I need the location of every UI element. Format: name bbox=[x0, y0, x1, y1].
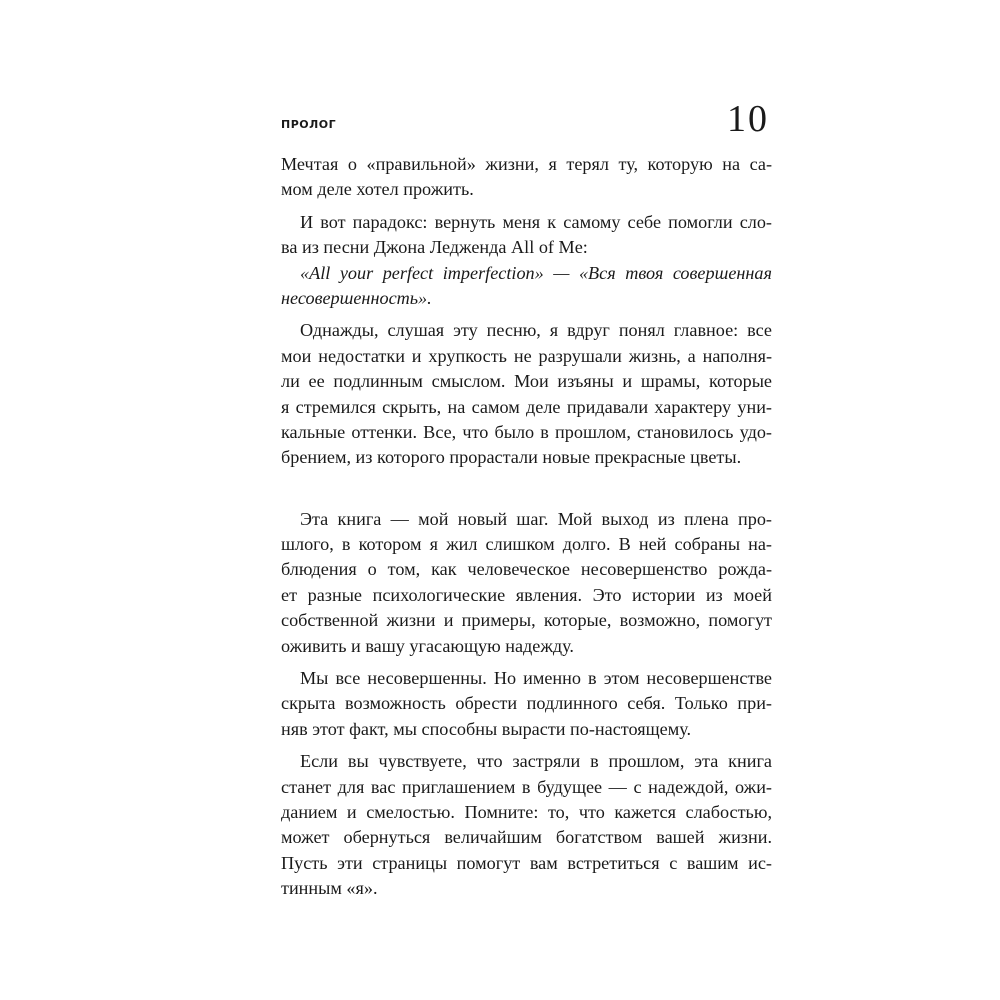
text-line: шлого, в котором я жил слишком долго. В ней собраны на- bbox=[281, 534, 772, 555]
text-line: мом деле хотел прожить. bbox=[281, 179, 474, 200]
text-line: данием и смелостью. Помните: то, что кажется слабостью, bbox=[281, 801, 772, 822]
paragraph-1 bbox=[281, 152, 772, 203]
text-line: станет для вас приглашением в будущее — с надеждой, ожи- bbox=[281, 776, 772, 797]
text-line: несовершенность». bbox=[281, 287, 432, 308]
text-line: я стремился скрыть, на самом деле придавали характеру уни- bbox=[281, 396, 772, 417]
text-line: «All your perfect imperfection» — «Вся твоя совершенная bbox=[300, 262, 772, 283]
text-line: Мечтая о «правильной» жизни, я терял ту, которую на са- bbox=[281, 154, 772, 174]
text-line: блюдения о том, как человеческое несовершенство рожда- bbox=[281, 559, 772, 580]
text-line: Эта книга — мой новый шаг. Мой выход из плена про- bbox=[300, 508, 772, 529]
text-line: ли ее подлинным смыслом. Мои изъяны и шрамы, которые bbox=[281, 371, 772, 392]
running-head: ПРОЛОГ bbox=[281, 118, 337, 131]
paragraph-6 bbox=[281, 666, 772, 742]
text-line: скрыта возможность обрести подлинного себя. Только при- bbox=[281, 693, 772, 714]
text-line: ва из песни Джона Ледженда All of Me: bbox=[281, 237, 588, 258]
text-line: Мы все несовершенны. Но именно в этом несовершенстве bbox=[300, 668, 772, 689]
text-line: брением, из которого прорастали новые прекрасные цветы. bbox=[281, 447, 742, 468]
page-number: 10 bbox=[727, 98, 769, 140]
paragraph-2 bbox=[281, 210, 772, 261]
text-line: кальные оттенки. Все, что было в прошлом, становилось удо- bbox=[281, 421, 772, 442]
text-line: Пусть эти страницы помогут вам встретиться с вашим ис- bbox=[281, 852, 772, 873]
body-text bbox=[281, 152, 772, 902]
text-line: может обернуться величайшим богатством вашей жизни. bbox=[281, 827, 772, 848]
text-line: И вот парадокс: вернуть меня к самому себе помогли сло- bbox=[300, 211, 772, 232]
text-line: няв этот факт, мы способны вырасти по-настоящему. bbox=[281, 718, 692, 739]
quote-paragraph bbox=[281, 261, 772, 312]
paragraph-4 bbox=[281, 318, 772, 470]
text-line: Если вы чувствуете, что застряли в прошлом, эта книга bbox=[300, 751, 772, 772]
text-line: собственной жизни и примеры, которые, возможно, помогут bbox=[281, 610, 772, 631]
text-line: ет разные психологические явления. Это истории из моей bbox=[281, 584, 772, 605]
text-line: оживить и вашу угасающую надежду. bbox=[281, 635, 574, 656]
paragraph-7 bbox=[281, 749, 772, 901]
paragraph-5 bbox=[281, 507, 772, 659]
text-line: тинным «я». bbox=[281, 878, 378, 899]
text-line: мои недостатки и хрупкость не разрушали жизнь, а наполня- bbox=[281, 345, 772, 366]
text-line: Однажды, слушая эту песню, я вдруг понял главное: все bbox=[300, 320, 772, 341]
